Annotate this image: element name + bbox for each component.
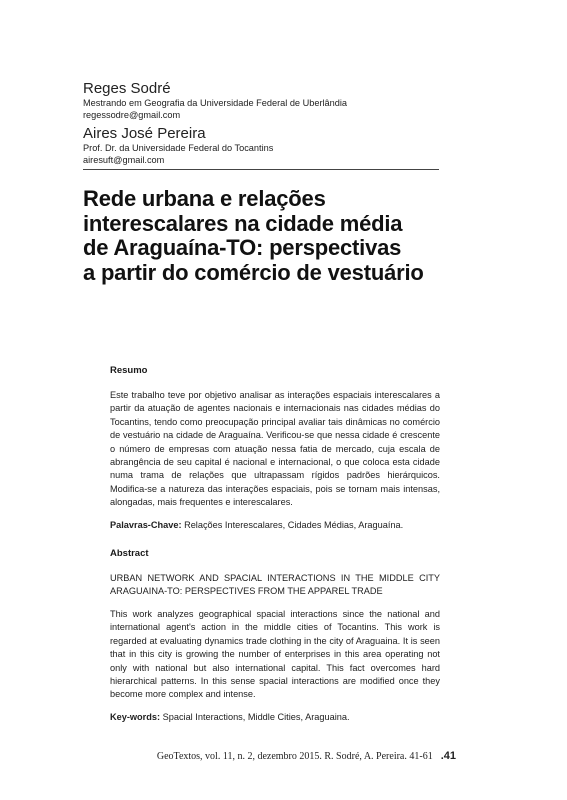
page-footer (150, 750, 456, 762)
abstract-section (110, 548, 440, 724)
resumo-heading: Resumo (110, 365, 148, 376)
author-block (83, 125, 439, 166)
abstract-text: This work analyzes geographical spacial interactions since the national and international agent's action in the middle cities of Tocantins. This work is regarded at evaluating dynamics trade clothing in the city of Araguaina. It is seen that in this city is growing the number of enterprises in this area operating not only with national but also international capital. This fact overcomes hard hierarchical patterns. In this sense spacial interactions are modified once they become more complex and intense. (110, 609, 440, 700)
paper-title (83, 187, 463, 285)
keywords-value: Spacial Interactions, Middle Cities, Araguaina. (162, 711, 350, 722)
author-name: Aires José Pereira (83, 125, 206, 142)
author-affiliation: Mestrando em Geografia da Universidade Federal de Uberlândia (83, 98, 348, 108)
title-line: interescalares na cidade média (83, 210, 403, 236)
author-block (83, 80, 439, 121)
title-line: Rede urbana e relações (83, 186, 326, 211)
title-line: a partir do comércio de vestuário (83, 259, 424, 285)
header-divider (83, 169, 439, 170)
resumo-section (110, 365, 440, 532)
keywords-value: Relações Interescalares, Cidades Médias, Araguaína. (184, 519, 404, 530)
english-title: URBAN NETWORK AND SPACIAL INTERACTIONS IN THE MIDDLE CITY ARAGUAINA-TO: PERSPECTIVES FROM THE APPAREL TRADE (110, 573, 440, 596)
author-affiliation: Prof. Dr. da Universidade Federal do Tocantins (83, 143, 274, 153)
author-email: regessodre@gmail.com (83, 110, 181, 120)
abstract-heading: Abstract (110, 548, 149, 559)
title-line: de Araguaína-TO: perspectivas (83, 235, 402, 260)
resumo-text: Este trabalho teve por objetivo analisar as interações espaciais interescalares a partir da atuação de agentes nacionais e internacionais nas cidades médias do Tocantins, tendo como preocupação principal avaliar tais dinâmicas no comércio de vestuário na cidade de Araguaína. Verificou-se que nessa cidade é crescente o número de empresas com atuação nessa fatia de mercado, cuja escala de abrangência de seu capital é nacional e internacional, o que coloca esta cidade numa trama de relações que ultrapassam rígidos padrões hierárquicos. Modifica-se a natureza das interações espaciais, pois se tornam mais intensas, alongadas, mais frequentes e interescalares. (110, 390, 440, 508)
abstract-keywords (110, 711, 440, 724)
resumo-keywords (110, 519, 440, 532)
keywords-label: Key-words: (110, 711, 161, 722)
journal-citation: GeoTextos, vol. 11, n. 2, dezembro 2015. R. Sodré, A. Pereira. 41-61 (156, 751, 433, 762)
page-number: .41 (440, 750, 456, 762)
keywords-label: Palavras-Chave: (110, 519, 182, 530)
author-email: airesuft@gmail.com (83, 155, 165, 165)
author-name: Reges Sodré (83, 80, 171, 97)
author-list (83, 80, 439, 166)
